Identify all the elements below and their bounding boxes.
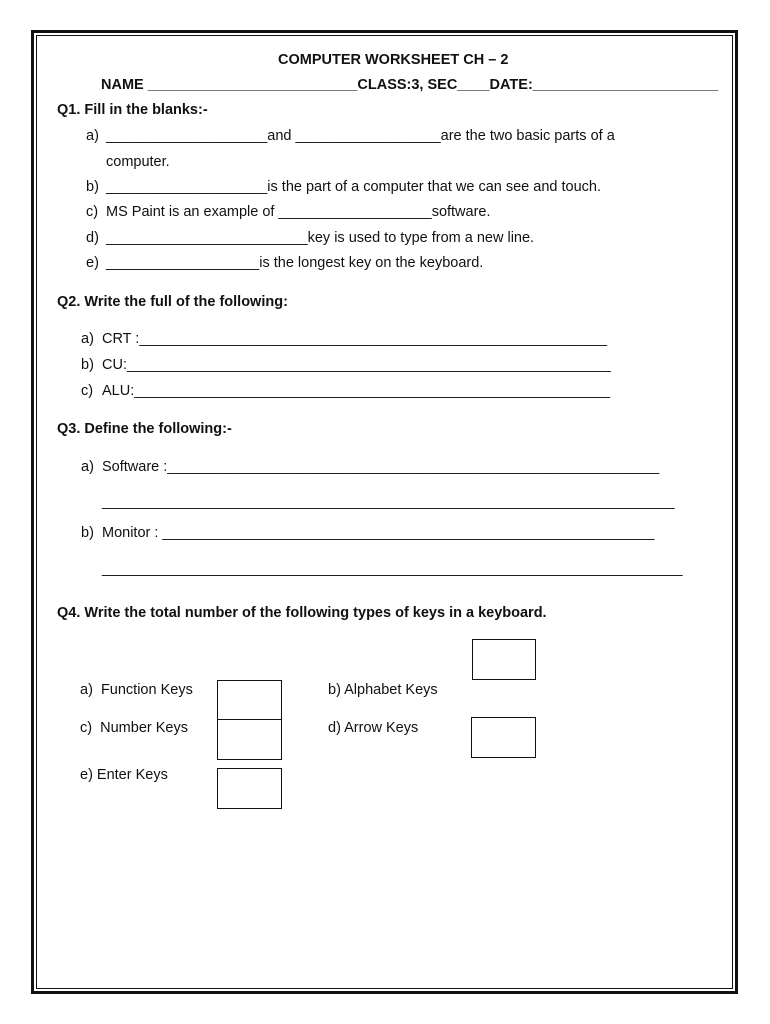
q3-b-text: Monitor : _____________________________________________________________ bbox=[102, 525, 655, 541]
q2-a-marker: a) bbox=[81, 331, 94, 347]
arrow-keys-answer-box[interactable] bbox=[471, 717, 536, 758]
q1-e-text: ___________________is the longest key on the keyboard. bbox=[106, 255, 484, 271]
q1-a-marker: a) bbox=[86, 128, 99, 144]
q2-c-marker: c) bbox=[81, 383, 94, 399]
worksheet-title: COMPUTER WORKSHEET CH – 2 bbox=[278, 52, 509, 68]
student-info-line: NAME __________________________CLASS:3, SEC____DATE:_______________________ bbox=[101, 77, 719, 93]
q4-enter-keys-label: e) Enter Keys bbox=[80, 767, 168, 783]
q3-a-marker: a) bbox=[81, 459, 94, 475]
q2-b-marker: b) bbox=[81, 357, 94, 373]
q2-heading: Q2. Write the full of the following: bbox=[57, 294, 288, 310]
q3-a-line2: _______________________________________________________________________ bbox=[102, 494, 675, 510]
q2-b-text: CU:____________________________________________________________ bbox=[102, 357, 611, 373]
q1-b-text: ____________________is the part of a computer that we can see and touch. bbox=[106, 179, 601, 195]
number-keys-answer-box[interactable] bbox=[217, 719, 282, 760]
function-keys-answer-box[interactable] bbox=[217, 680, 282, 721]
q4-alphabet-keys-label: b) Alphabet Keys bbox=[328, 682, 438, 698]
q1-d-marker: d) bbox=[86, 230, 99, 246]
q2-a-text: CRT :__________________________________________________________ bbox=[102, 331, 608, 347]
q3-b-line2: ________________________________________________________________________ bbox=[102, 561, 683, 577]
q3-heading: Q3. Define the following:- bbox=[57, 421, 232, 437]
q3-a-text: Software :_____________________________________________________________ bbox=[102, 459, 660, 475]
q1-a-continuation: computer. bbox=[106, 154, 170, 170]
q4-number-keys-label: c) Number Keys bbox=[80, 720, 188, 736]
q1-b-marker: b) bbox=[86, 179, 99, 195]
enter-keys-answer-box[interactable] bbox=[217, 768, 282, 809]
q4-heading: Q4. Write the total number of the following types of keys in a keyboard. bbox=[57, 605, 547, 621]
q1-d-text: _________________________key is used to type from a new line. bbox=[106, 230, 535, 246]
alphabet-keys-answer-box[interactable] bbox=[472, 639, 536, 680]
q4-arrow-keys-label: d) Arrow Keys bbox=[328, 720, 419, 736]
q4-function-keys-label: a) Function Keys bbox=[80, 682, 193, 698]
q2-c-text: ALU:___________________________________________________________ bbox=[102, 383, 611, 399]
q1-a-text: ____________________and __________________are the two basic parts of a bbox=[106, 128, 615, 144]
q1-e-marker: e) bbox=[86, 255, 99, 271]
q1-heading: Q1. Fill in the blanks:- bbox=[57, 102, 208, 118]
q1-c-marker: c) bbox=[86, 204, 99, 220]
q1-c-text: MS Paint is an example of ___________________software. bbox=[106, 204, 491, 220]
q3-b-marker: b) bbox=[81, 525, 94, 541]
